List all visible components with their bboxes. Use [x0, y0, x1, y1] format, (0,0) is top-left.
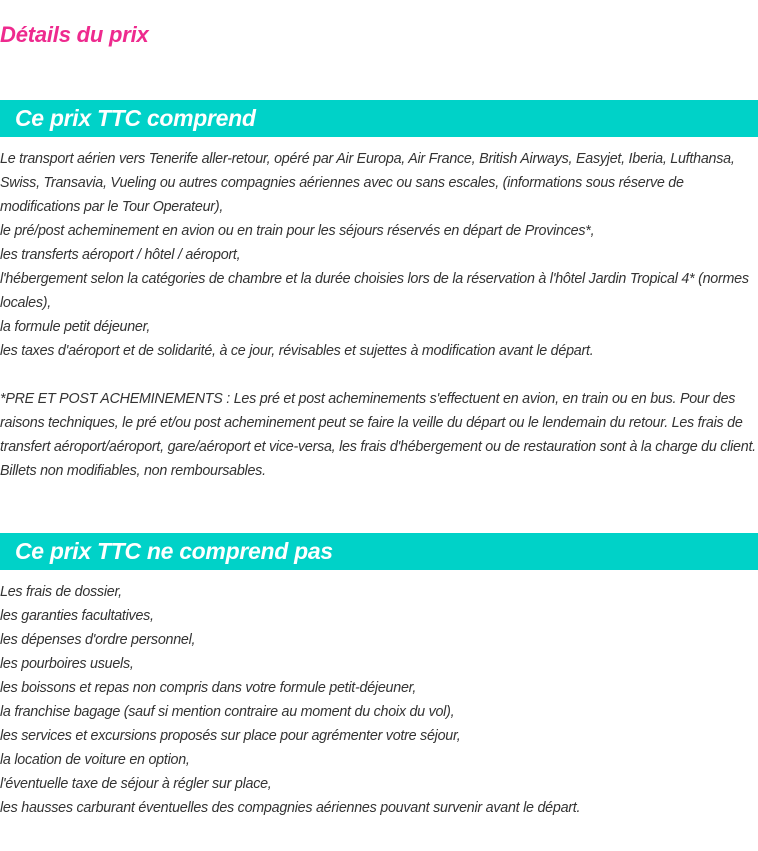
price-excludes-section [0, 533, 758, 820]
excludes-item: Les frais de dossier, [0, 584, 122, 600]
includes-item: les transferts aéroport / hôtel / aéroport, [0, 247, 241, 263]
excludes-item: la location de voiture en option, [0, 752, 190, 768]
price-includes-header: Ce prix TTC comprend [0, 100, 758, 137]
paragraph-spacer [0, 363, 758, 387]
includes-item: le pré/post acheminement en avion ou en train pour les séjours réservés en départ de Provinces*, [0, 223, 595, 239]
price-includes-section [0, 100, 758, 483]
page-title: Détails du prix [0, 22, 149, 47]
excludes-item: les pourboires usuels, [0, 656, 134, 672]
price-includes-body [0, 137, 758, 483]
price-excludes-header: Ce prix TTC ne comprend pas [0, 533, 758, 570]
includes-item: la formule petit déjeuner, [0, 319, 151, 335]
excludes-item: l'éventuelle taxe de séjour à régler sur place, [0, 776, 272, 792]
price-excludes-body [0, 570, 758, 820]
includes-item: l'hébergement selon la catégories de chambre et la durée choisies lors de la réservation à l'hôtel Jardin Tropical 4* (normes locales), [0, 271, 749, 311]
excludes-item: les boissons et repas non compris dans votre formule petit-déjeuner, [0, 680, 417, 696]
excludes-item: la franchise bagage (sauf si mention contraire au moment du choix du vol), [0, 704, 455, 720]
excludes-item: les hausses carburant éventuelles des compagnies aériennes pouvant survenir avant le départ. [0, 800, 581, 816]
includes-item: Le transport aérien vers Tenerife aller-retour, opéré par Air Europa, Air France, British Airways, Easyjet, Iberia, Lufthansa, Swiss, Transavia, Vueling ou autres compagnies aériennes avec ou sans escales, (informations sous réserve de modifications par le Tour Operateur), [0, 151, 735, 215]
includes-item: les taxes d'aéroport et de solidarité, à ce jour, révisables et sujettes à modification avant le départ. [0, 343, 594, 359]
excludes-item: les dépenses d'ordre personnel, [0, 632, 196, 648]
excludes-item: les services et excursions proposés sur place pour agrémenter votre séjour, [0, 728, 461, 744]
excludes-item: les garanties facultatives, [0, 608, 154, 624]
acheminement-note: *PRE ET POST ACHEMINEMENTS : Les pré et post acheminements s'effectuent en avion, en train ou en bus. Pour des raisons techniques, le pré et/ou post acheminement peut se faire la veille du départ ou le lendemain du retour. Les frais de transfert aéroport/aéroport, gare/aéroport et vice-versa, les frais d'hébergement ou de restauration sont à la charge du client. Billets non modifiables, non remboursables. [0, 391, 756, 479]
